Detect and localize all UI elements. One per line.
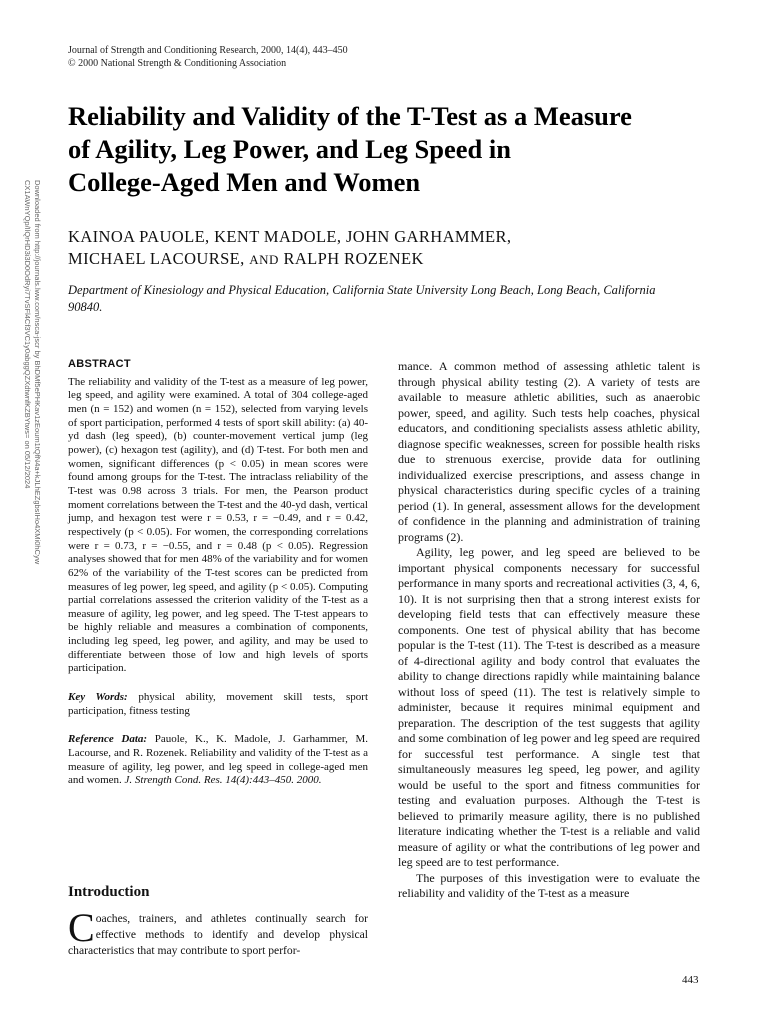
title-line: of Agility, Leg Power, and Leg Speed in [68,134,511,164]
introduction-text [68,905,368,959]
author-list [68,226,708,271]
download-watermark: Downloaded from http://journals.lww.com/nsca-jscr by BhDMf5ePHKav1zEoum1tQfN4a+kJLhEZgbsIHo4XMi0hCyw CX1AWnYQp/IlQrHD3i3D0OdRyi7TvSFl4Cf3VC1y0abggQZXdtwnfKZBYtws= on 05/12/2024 [23,180,42,565]
body-paragraph: The purposes of this investigation were to evaluate the reliability and validity of the T-test as a measure [398,870,700,900]
author-line: KAINOA PAUOLE, KENT MADOLE, JOHN GARHAMMER, [68,227,512,246]
key-words [68,691,368,718]
author-conjunction: AND [249,252,279,267]
abstract-heading: ABSTRACT [68,358,131,370]
reference-data-text: Pauole, K., K. Madole, J. Garhammer, M. Lacourse, and R. Rozenek. Reliability and validity of the T-test as a measure of agility, leg power, and leg speed in college-aged men and women. [68,733,368,787]
key-words-label: Key Words: [68,691,128,704]
article-title [68,100,708,199]
reference-data-label: Reference Data: [68,733,148,746]
journal-citation: Journal of Strength and Conditioning Research, 2000, 14(4), 443–450 [68,45,348,56]
reference-data-citation: J. Strength Cond. Res. 14(4):443–450. 2000. [124,774,322,787]
author-name: MICHAEL LACOURSE, [68,249,245,268]
author-name: RALPH ROZENEK [283,249,424,268]
title-line: Reliability and Validity of the T-Test as a Measure [68,101,632,131]
affiliation: Department of Kinesiology and Physical Education, California State University Long Beach, Long Beach, California 90840. [68,283,656,314]
page-number: 443 [682,974,699,986]
body-paragraph: Agility, leg power, and leg speed are believed to be important physical components necessary for successful performance in many sports and recreational activities (3, 4, 6, 10). It is not surprising then that a strong interest exists for developing field tests that can effectively measure these components. One test of physical ability that has become popular is the T-test (11). The T-test is described as a measure of 4-directional agility and body control that evaluates the ability to change directions rapidly while maintaining balance without loss of speed (11). The test is relatively simple to administer, because it requires minimal equipment and preparation. The description of the test suggests that agility and some combination of leg power and leg speed are required for successful test performance. A single test that simultaneously measures leg speed, leg power, and agility would be useful to the sport and fitness communities for testing and evaluation purposes. Although the T-test is believed to primarily measure agility, there is no published literature indicating whether the T-test is a reliable and valid measure of agility or what the contributions of leg power and leg speed are to test performance. [398,545,700,869]
title-line: College-Aged Men and Women [68,167,421,197]
reference-data [68,733,368,788]
right-column [398,359,700,902]
author-line [68,248,708,271]
left-column [68,358,368,788]
introduction-body: oaches, trainers, and athletes continually search for effective methods to identify and develop physical characteristics that may contribute to sport perfor- [68,912,368,957]
journal-copyright: © 2000 National Strength & Conditioning Association [68,58,287,69]
abstract-text: The reliability and validity of the T-test as a measure of leg power, leg speed, and agility were examined. A total of 304 college-aged men (n = 152) and women (n = 152), selected from varying levels of sport participation, performed 4 tests of sport skill ability: (a) 40-yd dash (leg speed), (b) counter-movement vertical jump (leg power), (c) hexagon test (agility), and (d) T-test. For both men and women, significant differences (p < 0.05) in mean scores were found among groups for the T-test. The intraclass reliability of the T-test was 0.98 across 3 trials. For men, the Pearson product moment correlations between the T-test and the 40-yd dash, vertical jump, and hexagon test were r = 0.53, r = −0.49, and r = 0.42, respectively (p < 0.05). For women, the corresponding correlations were r = 0.73, r = −0.55, and r = 0.48 (p < 0.05). Regression analyses showed that for men 48% of the variability and for women 62% of the variability of the T-test scores can be predicted from measures of leg power, leg speed, and agility (p < 0.05). Computing partial correlations assessed the criterion validity of the T-test as a measure of agility, leg power, and leg speed. The T-test appears to be highly reliable and measures a combination of components, including leg speed, leg power, and agility, and may be used to differentiate between those of low and high levels of sports participation. [68,375,368,675]
body-paragraph: mance. A common method of assessing athletic talent is through physical ability testing (2). A variety of tests are available to measure athletic abilities, such as anaerobic power, speed, and agility. Such tests help coaches, physical educators, and conditioning specialists assess athletic ability, diagnose specific weaknesses, screen for possible health risks due to strenuous exercise, provide data for outlining individualized exercise prescriptions, and assess change in physical characteristics during specific cycles of a training period (1). In general, assessment allows for the development of confidence in the planning and administration of training programs (2). [398,359,700,544]
journal-header [68,44,348,70]
introduction-heading: Introduction [68,884,150,900]
key-words-text: physical ability, movement skill tests, sport participation, fitness testing [68,691,368,717]
drop-cap: C [68,905,95,950]
